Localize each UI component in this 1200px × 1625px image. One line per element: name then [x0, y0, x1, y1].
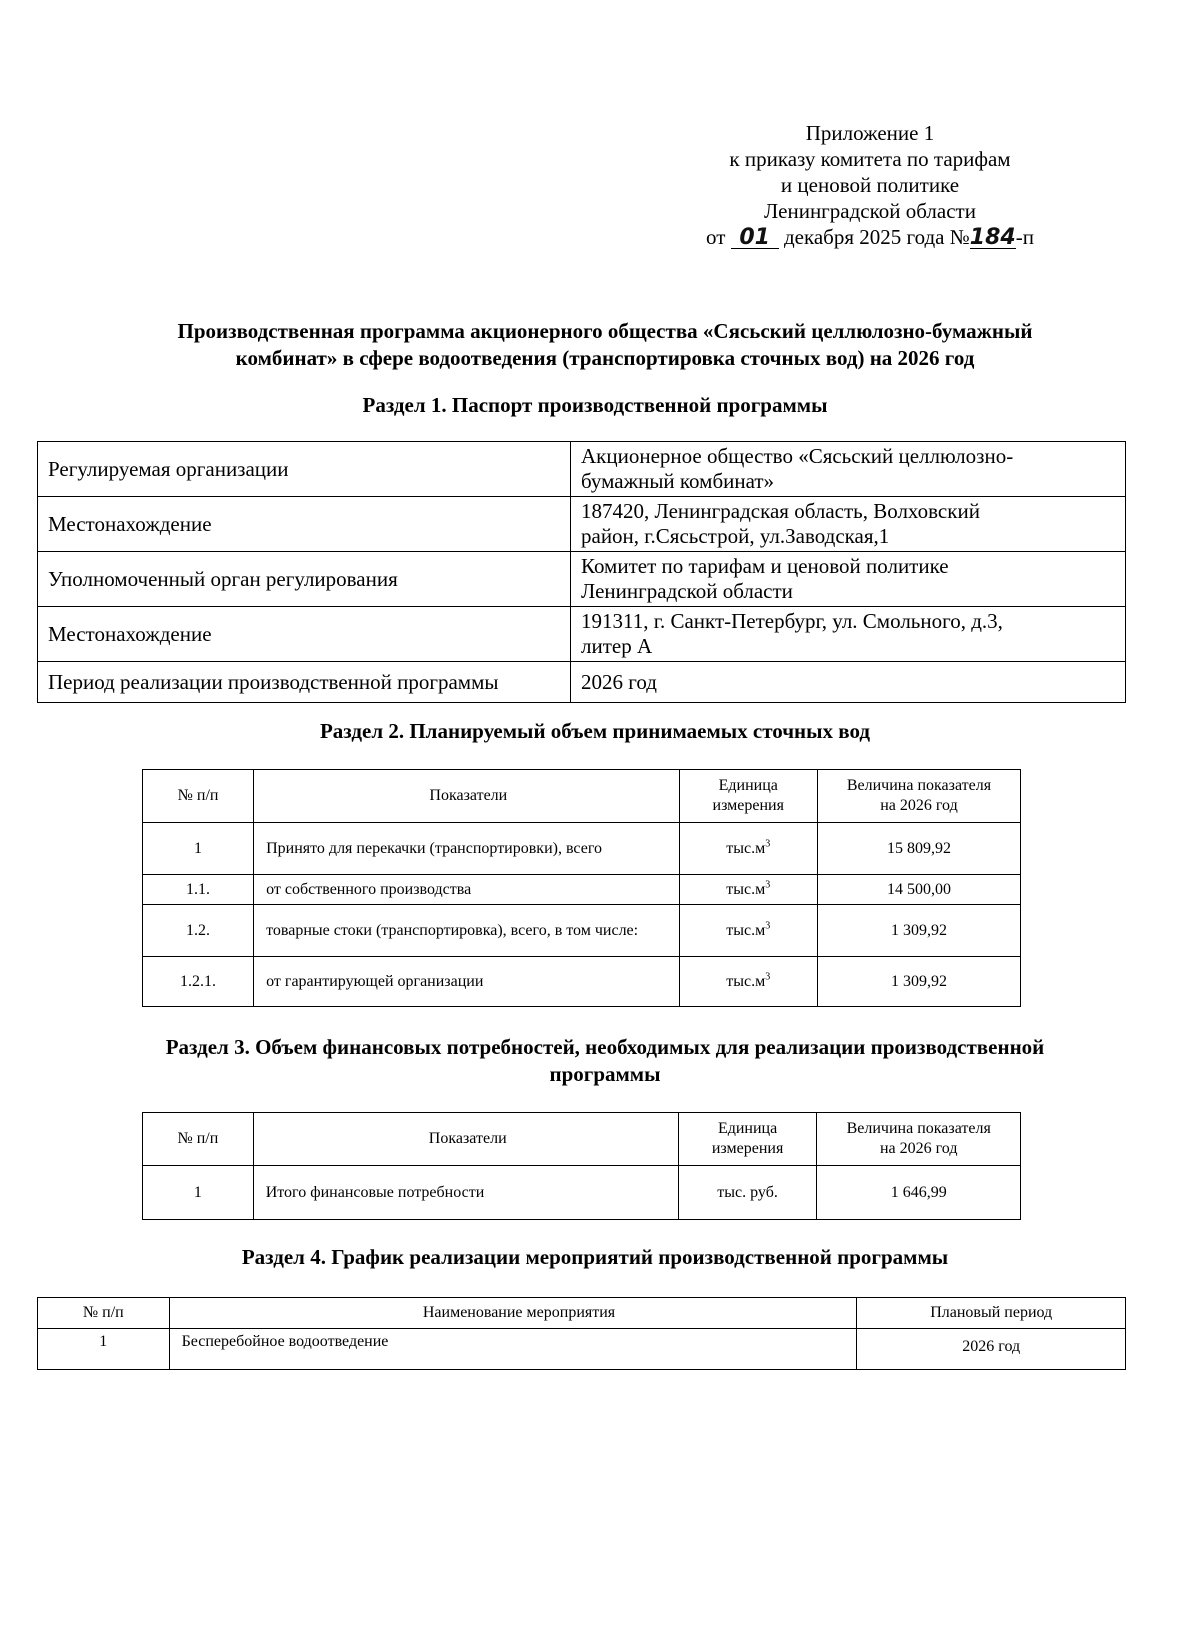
- header-num: № п/п: [143, 770, 254, 823]
- row-label: Уполномоченный орган регулирования: [38, 552, 571, 607]
- table-row: [38, 1329, 1126, 1370]
- title-line: комбинат» в сфере водоотведения (транспортировка сточных вод) на 2026 год: [235, 346, 975, 370]
- handwritten-day: 01: [731, 228, 779, 249]
- row-unit: [679, 875, 817, 905]
- table-header-row: [38, 1298, 1126, 1329]
- appendix-header: [680, 120, 1060, 250]
- row-unit: [679, 905, 817, 957]
- table-row: [38, 552, 1126, 607]
- table-row: [143, 905, 1021, 957]
- table-row: [143, 957, 1021, 1007]
- title-line: Раздел 3. Объем финансовых потребностей, необходимых для реализации производственной: [165, 1035, 1045, 1059]
- row-label: Местонахождение: [38, 497, 571, 552]
- row-indicator: от собственного производства: [254, 875, 679, 905]
- schedule-table: [37, 1297, 1126, 1370]
- value-line: 2026 год: [581, 669, 657, 694]
- value-line: район, г.Сясьстрой, ул.Заводская,1: [581, 524, 890, 548]
- order-suffix: -п: [1015, 225, 1034, 249]
- title-line: программы: [549, 1062, 661, 1086]
- header-indicator: Показатели: [253, 1113, 678, 1166]
- row-value: [571, 662, 1126, 703]
- header-unit: [678, 1113, 817, 1166]
- row-period: 2026 год: [857, 1329, 1126, 1370]
- appendix-line: Ленинградской области: [764, 199, 976, 223]
- row-num: 1.2.: [143, 905, 254, 957]
- appendix-line: Приложение 1: [805, 121, 935, 145]
- row-value: 1 309,92: [817, 905, 1020, 957]
- row-indicator: от гарантирующей организации: [254, 957, 679, 1007]
- table-row: [38, 662, 1126, 703]
- header-unit: [679, 770, 817, 823]
- unit-sup: 3: [765, 971, 771, 983]
- header-num: № п/п: [143, 1113, 254, 1166]
- row-value: [571, 442, 1126, 497]
- header-line: на 2026 год: [879, 1140, 958, 1157]
- value-line: Ленинградской области: [581, 579, 793, 603]
- row-value: 14 500,00: [817, 875, 1020, 905]
- row-indicator: товарные стоки (транспортировка), всего, в том числе:: [254, 905, 679, 957]
- header-line: Величина показателя: [846, 777, 992, 794]
- value-line: бумажный комбинат»: [581, 469, 775, 493]
- header-line: на 2026 год: [880, 797, 958, 814]
- table-row: [143, 875, 1021, 905]
- passport-table: [37, 441, 1126, 703]
- row-value: 1 309,92: [817, 957, 1020, 1007]
- row-value: [571, 552, 1126, 607]
- table-row: [38, 497, 1126, 552]
- header-indicator: Показатели: [254, 770, 679, 823]
- row-unit: [679, 823, 817, 875]
- section2-title: Раздел 2. Планируемый объем принимаемых сточных вод: [319, 719, 871, 743]
- row-value: 1 646,99: [817, 1166, 1021, 1220]
- value-line: Акционерное общество «Сясьский целлюлозно-: [581, 444, 1014, 468]
- row-value: 15 809,92: [817, 823, 1020, 875]
- row-num: 1: [143, 823, 254, 875]
- financial-needs-table: [142, 1112, 1021, 1220]
- header-line: Единица: [717, 1120, 778, 1137]
- header-num: № п/п: [38, 1298, 170, 1329]
- appendix-line: к приказу комитета по тарифам: [729, 147, 1011, 171]
- appendix-line: и ценовой политике: [780, 173, 960, 197]
- unit-text: тыс.м: [726, 921, 766, 939]
- table-header-row: [143, 770, 1021, 823]
- row-label: Период реализации производственной программы: [38, 662, 571, 703]
- unit-text: тыс.м: [726, 880, 766, 898]
- section4-title: Раздел 4. График реализации мероприятий производственной программы: [241, 1245, 949, 1269]
- order-date-line: [680, 224, 1060, 250]
- table-row: [143, 823, 1021, 875]
- row-indicator: Принято для перекачки (транспортировки), всего: [254, 823, 679, 875]
- header-line: Единица: [718, 777, 778, 794]
- wastewater-volume-table: [142, 769, 1021, 1007]
- row-unit: [679, 957, 817, 1007]
- value-line: 191311, г. Санкт-Петербург, ул. Смольного, д.3,: [581, 609, 1003, 633]
- value-line: Комитет по тарифам и ценовой политике: [581, 554, 949, 578]
- row-value: [571, 607, 1126, 662]
- unit-text: тыс.м: [726, 839, 766, 857]
- header-line: измерения: [711, 1140, 784, 1157]
- header-line: Величина показателя: [846, 1120, 991, 1137]
- document-title: [60, 318, 1150, 372]
- row-num: 1: [143, 1166, 254, 1220]
- unit-text: тыс.м: [726, 972, 766, 990]
- row-num: 1.1.: [143, 875, 254, 905]
- table-header-row: [143, 1113, 1021, 1166]
- date-rest: декабря 2025 года №: [783, 225, 970, 249]
- header-line: измерения: [712, 797, 784, 814]
- row-unit: тыс. руб.: [678, 1166, 817, 1220]
- unit-sup: 3: [765, 920, 771, 932]
- header-value: [817, 770, 1020, 823]
- title-line: Производственная программа акционерного общества «Сясьский целлюлозно-бумажный: [177, 319, 1033, 343]
- table-row: [143, 1166, 1021, 1220]
- row-value: [571, 497, 1126, 552]
- table-row: [38, 607, 1126, 662]
- header-event: Наименование мероприятия: [169, 1298, 857, 1329]
- row-num: 1: [38, 1329, 170, 1370]
- unit-sup: 3: [765, 879, 771, 891]
- header-value: [817, 1113, 1021, 1166]
- section1-title: Раздел 1. Паспорт производственной программы: [362, 393, 828, 417]
- handwritten-order-number: 184: [969, 225, 1016, 250]
- unit-sup: 3: [765, 838, 771, 850]
- row-num: 1.2.1.: [143, 957, 254, 1007]
- row-label: Местонахождение: [38, 607, 571, 662]
- value-line: литер А: [581, 634, 653, 658]
- row-label: Регулируемая организации: [38, 442, 571, 497]
- date-prefix: от: [706, 225, 726, 249]
- header-period: Плановый период: [857, 1298, 1126, 1329]
- section3-title: [60, 1034, 1150, 1088]
- row-indicator: Итого финансовые потребности: [253, 1166, 678, 1220]
- table-row: [38, 442, 1126, 497]
- row-event: Бесперебойное водоотведение: [169, 1329, 857, 1370]
- value-line: 187420, Ленинградская область, Волховский: [581, 499, 980, 523]
